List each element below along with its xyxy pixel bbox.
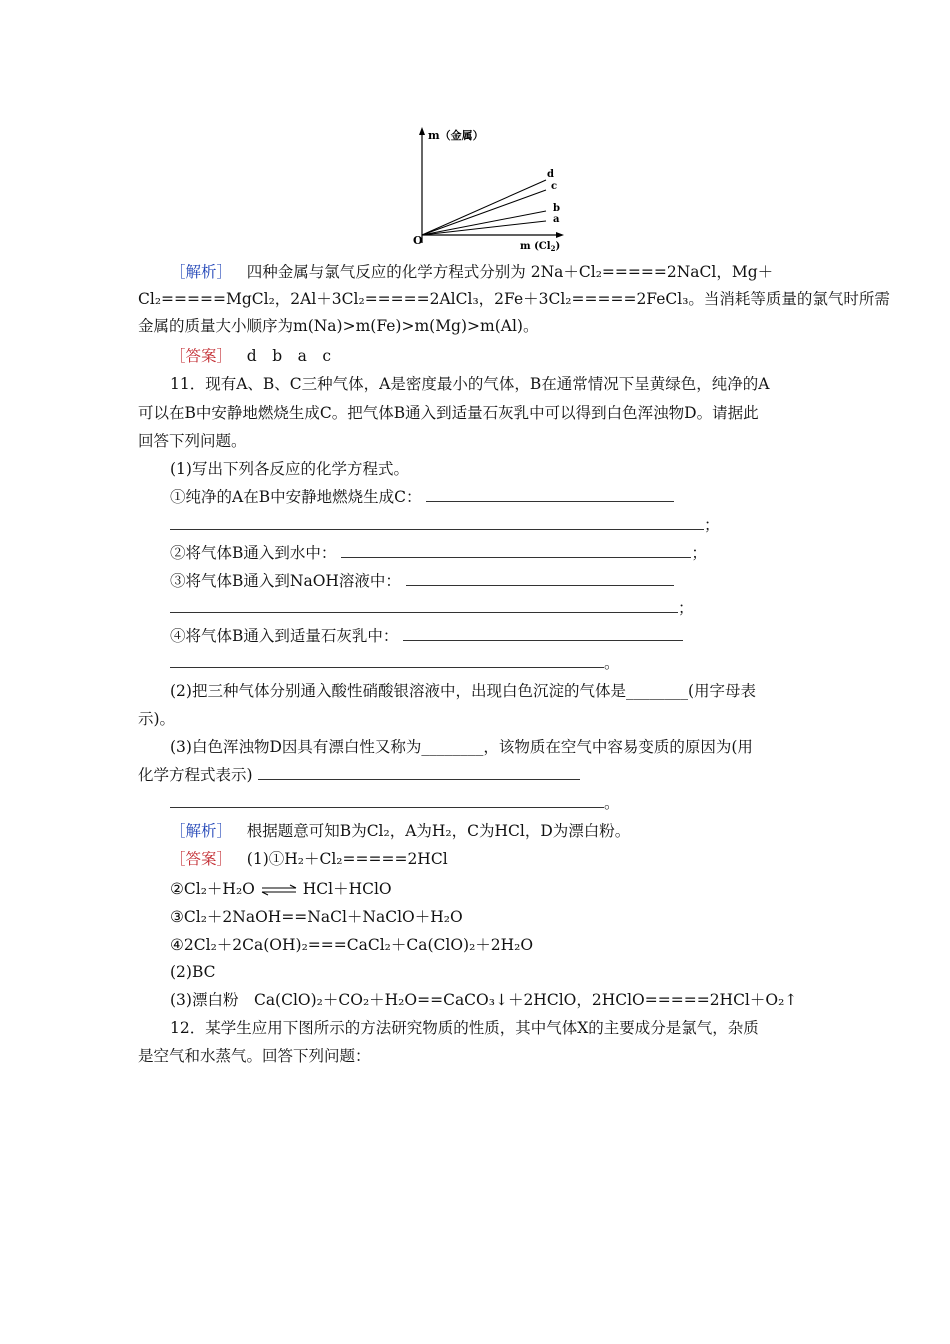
analysis1-line1 <box>170 262 848 282</box>
q11-item1-text: ①纯净的A在B中安静地燃烧生成C： <box>170 488 422 506</box>
period: 。 <box>604 654 620 672</box>
line-label-d: d <box>547 169 554 180</box>
answer-blank[interactable] <box>170 653 604 668</box>
q11-part3-line2 <box>138 765 816 785</box>
answer-tag: ［答案］ <box>170 850 233 868</box>
answer1-text: d b a c <box>246 347 332 365</box>
q11-part3-cont <box>170 793 848 813</box>
q12-line1: 12．某学生应用下图所示的方法研究物质的性质，其中气体X的主要成分是氯气，杂质 <box>170 1019 759 1037</box>
answer2-line6: (3)漂白粉 Ca(ClO)₂＋CO₂＋H₂O==CaCO₃↓＋2HClO，2HClO=====2HCl＋O₂↑ <box>170 991 798 1009</box>
line-d <box>422 180 546 235</box>
period: 。 <box>604 794 620 812</box>
answer-tag: ［答案］ <box>170 347 233 365</box>
answer-blank[interactable] <box>341 543 691 558</box>
answer2-item2-right: HCl＋HClO <box>302 880 392 898</box>
q11-item3-text: ③将气体B通入到NaOH溶液中： <box>170 572 401 590</box>
q11-item2-text: ②将气体B通入到水中： <box>170 544 337 562</box>
origin-label: O <box>413 234 423 247</box>
answer1-line <box>170 346 848 366</box>
answer2-line2 <box>170 879 848 899</box>
answer-blank[interactable] <box>258 765 580 780</box>
q11-item4-text: ④将气体B通入到适量石灰乳中： <box>170 627 399 645</box>
q11-line3: 回答下列问题。 <box>138 432 247 450</box>
q11-item2 <box>170 543 848 563</box>
answer-blank[interactable] <box>170 598 678 613</box>
x-axis-arrow <box>556 232 564 238</box>
q11-part3-line1: (3)白色浑浊物D因具有漂白性又称为________，该物质在空气中容易变质的原因为(用 <box>170 738 753 756</box>
q11-item1-cont <box>170 515 848 535</box>
analysis1-line2: Cl₂=====MgCl₂，2Al＋3Cl₂=====2AlCl₃，2Fe＋3Cl₂=====2FeCl₃。当消耗等质量的氯气时所需 <box>138 290 890 308</box>
q11-part3-text: 化学方程式表示) <box>138 766 253 784</box>
q11-part2-line1: (2)把三种气体分别通入酸性硝酸银溶液中，出现白色沉淀的气体是________(用字母表 <box>170 682 757 700</box>
q12-line2: 是空气和水蒸气。回答下列问题： <box>138 1047 371 1065</box>
semicolon: ； <box>691 544 707 562</box>
answer-blank[interactable] <box>170 515 704 530</box>
y-axis-arrow <box>419 127 425 135</box>
answer2-line5: (2)BC <box>170 963 216 981</box>
q11-part1: (1)写出下列各反应的化学方程式。 <box>170 460 409 478</box>
q11-part2-line2: 示)。 <box>138 710 176 728</box>
answer2-item1: (1)①H₂＋Cl₂=====2HCl <box>246 850 448 868</box>
semicolon: ； <box>704 516 720 534</box>
q11-line1: 11．现有A、B、C三种气体，A是密度最小的气体，B在通常情况下呈黄绿色，纯净的A <box>170 375 770 393</box>
line-label-b: b <box>553 203 560 214</box>
x-axis-label: m $(Cl_2)$ <box>520 241 561 253</box>
analysis1-text1: 四种金属与氯气反应的化学方程式分别为 2Na＋Cl₂=====2NaCl，Mg＋ <box>246 263 774 281</box>
line-label-a: a <box>553 214 560 225</box>
q11-item4-cont <box>170 653 848 673</box>
q11-line2: 可以在B中安静地燃烧生成C。把气体B通入到适量石灰乳中可以得到白色浑浊物D。请据此 <box>138 404 759 422</box>
mass-graph <box>410 125 570 253</box>
analysis2-text: 根据题意可知B为Cl₂，A为H₂，C为HCl，D为漂白粉。 <box>246 822 631 840</box>
q11-item1 <box>170 487 848 507</box>
q11-item4 <box>170 626 848 646</box>
answer2-line3: ③Cl₂＋2NaOH==NaCl＋NaClO＋H₂O <box>170 908 463 926</box>
analysis1-line3: 金属的质量大小顺序为m(Na)>m(Fe)>m(Mg)>m(Al)。 <box>138 317 539 335</box>
reversible-arrow-icon <box>260 884 298 896</box>
answer-blank[interactable] <box>170 793 604 808</box>
answer-blank[interactable] <box>403 626 683 641</box>
answer2-line1 <box>170 849 848 869</box>
semicolon: ； <box>678 599 694 617</box>
analysis-tag: ［解析］ <box>170 263 233 281</box>
answer2-item2-left: ②Cl₂＋H₂O <box>170 880 255 898</box>
answer-blank[interactable] <box>426 487 674 502</box>
y-axis-label: m（金属） <box>428 129 484 142</box>
q11-item3 <box>170 571 848 591</box>
analysis2-line <box>170 821 848 841</box>
answer2-line4: ④2Cl₂＋2Ca(OH)₂===CaCl₂＋Ca(ClO)₂＋2H₂O <box>170 936 534 954</box>
analysis-tag: ［解析］ <box>170 822 233 840</box>
answer-blank[interactable] <box>406 571 674 586</box>
line-label-c: c <box>551 181 558 192</box>
q11-item3-cont <box>170 598 848 618</box>
